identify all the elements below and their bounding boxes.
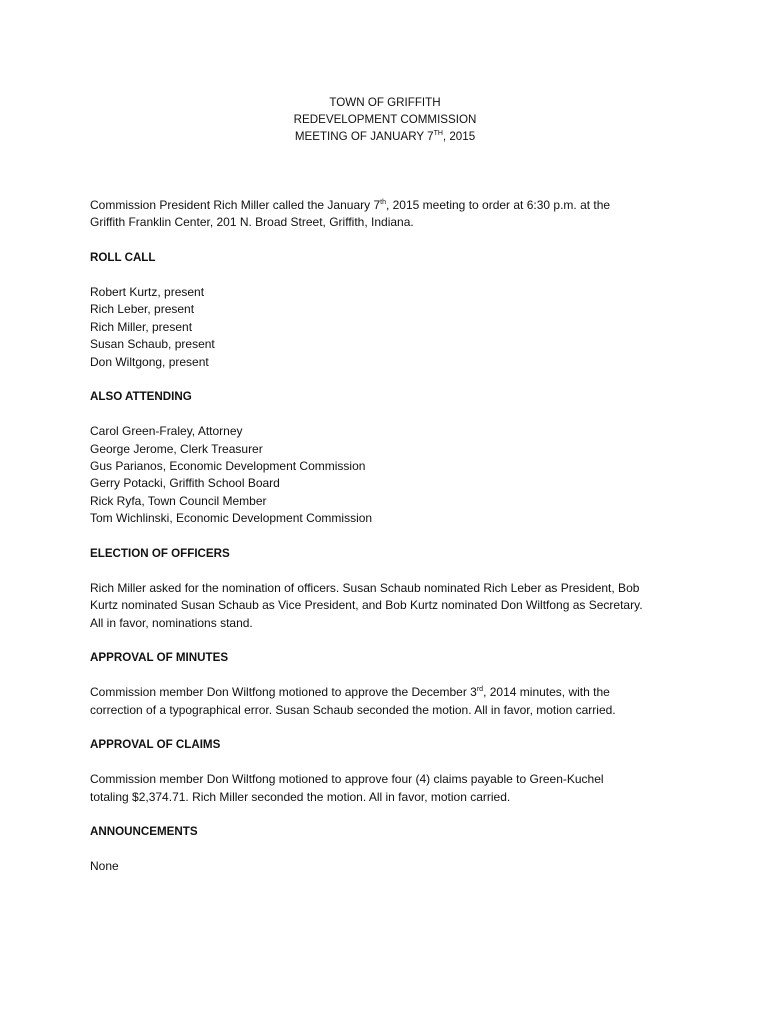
claims-paragraph: Commission member Don Wiltfong motioned to approve four (4) claims payable to Green-Kuchel totaling $2,374.71. Rich Miller seconded the motion. All in favor, motion carried. (90, 772, 604, 804)
minutes-paragraph: Commission member Don Wiltfong motioned to approve the December 3rd, 2014 minutes, with the correction of a typographical error. Susan Schaub seconded the motion. All in favor, motion carried. (90, 685, 616, 717)
header-commission: REDEVELOPMENT COMMISSION (293, 113, 477, 126)
list-item: Susan Schaub, present (90, 337, 215, 352)
also-attending-list (90, 423, 690, 527)
list-item: Rich Miller, present (90, 319, 193, 334)
list-item: Rick Ryfa, Town Council Member (90, 493, 267, 508)
election-paragraph: Rich Miller asked for the nomination of officers. Susan Schaub nominated Rich Leber as President, Bob Kurtz nominated Susan Schaub as Vice President, and Bob Kurtz nominated Don Wiltfong as Secretary. All in favor, nominations stand. (90, 580, 643, 630)
election-heading: ELECTION OF OFFICERS (90, 547, 230, 561)
list-item: George Jerome, Clerk Treasurer (90, 441, 263, 456)
announcements-heading: ANNOUNCEMENTS (90, 825, 198, 839)
roll-call-heading: ROLL CALL (90, 251, 156, 265)
header-town: TOWN OF GRIFFITH (329, 96, 441, 109)
header-meeting-date: MEETING OF JANUARY 7TH, 2015 (294, 130, 476, 143)
list-item: Carol Green-Fraley, Attorney (90, 424, 243, 439)
list-item: Tom Wichlinski, Economic Development Commission (90, 511, 373, 526)
list-item: Robert Kurtz, present (90, 285, 205, 299)
also-attending-heading: ALSO ATTENDING (90, 390, 192, 404)
list-item: Gus Parianos, Economic Development Commission (90, 459, 366, 474)
claims-heading: APPROVAL OF CLAIMS (90, 738, 221, 752)
roll-call-list (90, 284, 690, 371)
document-body (90, 197, 690, 876)
list-item: Don Wiltgong, present (90, 354, 209, 369)
minutes-heading: APPROVAL OF MINUTES (90, 651, 229, 665)
announcements-text: None (90, 859, 119, 874)
list-item: Rich Leber, present (90, 302, 195, 317)
list-item: Gerry Potacki, Griffith School Board (90, 476, 280, 491)
intro-paragraph: Commission President Rich Miller called the January 7th, 2015 meeting to order at 6:30 p.m. at the Griffith Franklin Center, 201 N. Broad Street, Griffith, Indiana. (90, 198, 611, 230)
document-header (0, 94, 770, 145)
